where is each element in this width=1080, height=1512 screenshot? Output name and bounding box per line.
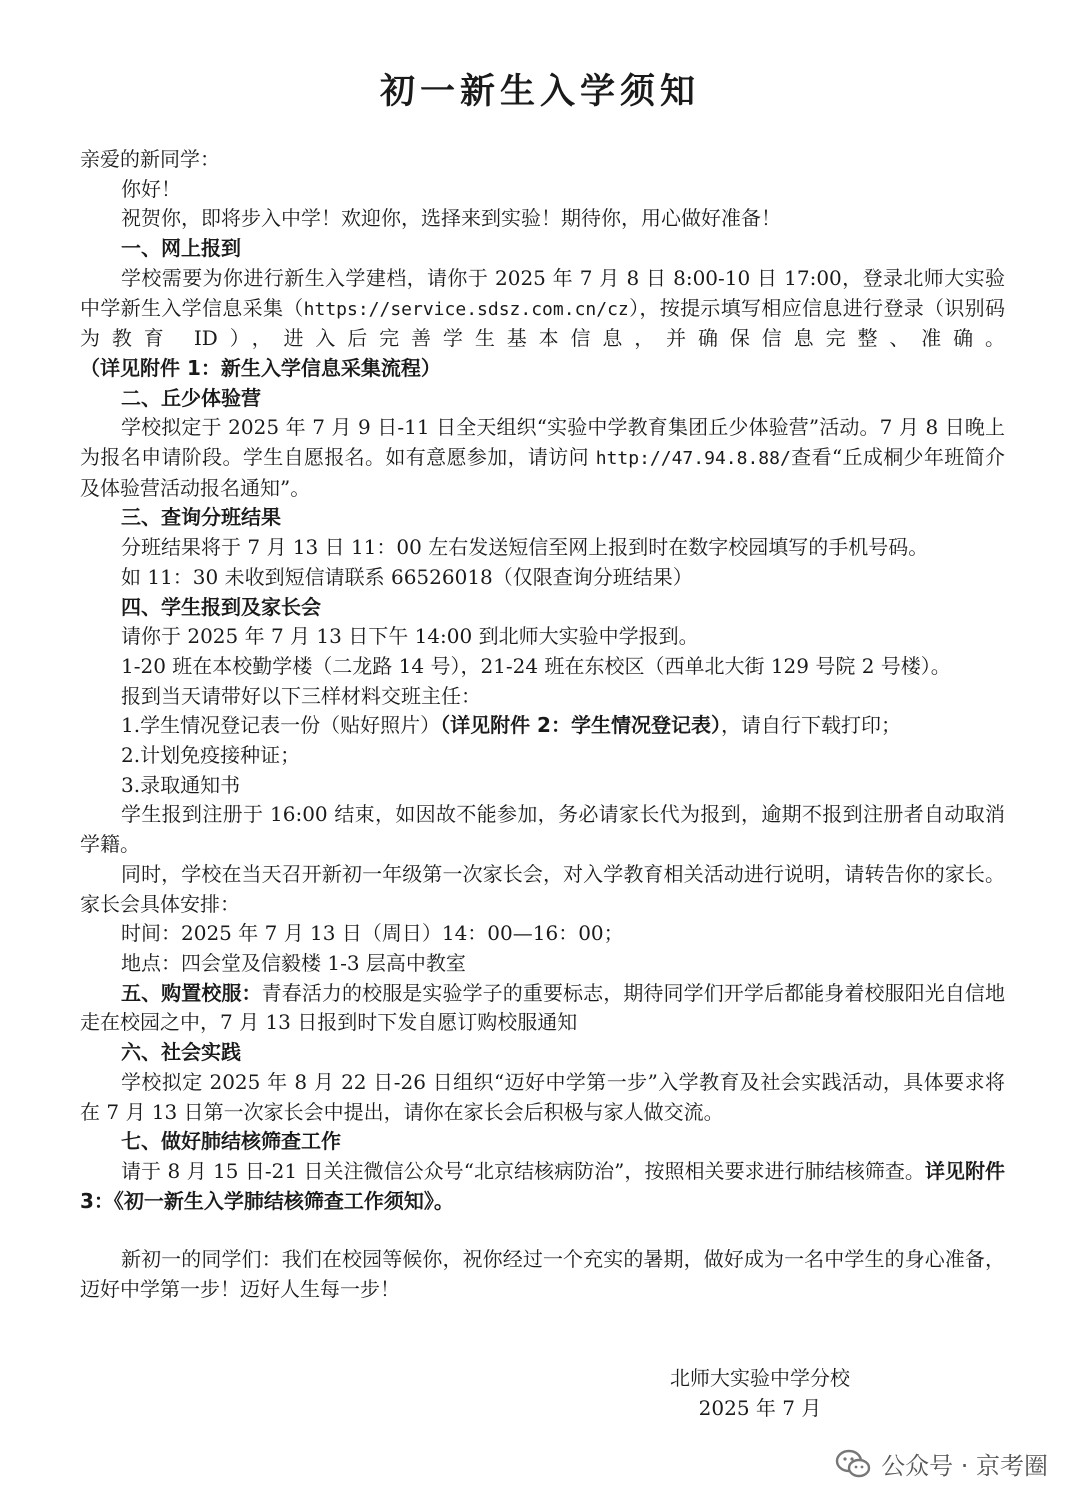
notice-body: [80, 145, 1005, 1305]
section-2-heading: 二、丘少体验营: [121, 385, 261, 410]
section-5-text: 青春活力的校服是实验学子的重要标志，期待同学们开学后都能身着校服阳光自信地走在校园之中，7 月 13 日报到时下发自愿订购校服通知: [80, 980, 1006, 1035]
attachment-3-note: 详见附件 3：《初一新生入学肺结核筛查工作须知》。: [80, 1158, 1005, 1213]
section-3-text-1: 分班结果将于 7 月 13 日 11：00 左右发送短信至网上报到时在数字校园填写的手机号码。: [121, 535, 929, 560]
attachment-1-note: （详见附件 1：新生入学信息采集流程）: [80, 355, 441, 380]
footer-text: 公众号 · 京考圈: [881, 1452, 1048, 1480]
section-3-text-2: 如 11：30 未收到短信请联系 66526018（仅限查询分班结果）: [121, 564, 693, 589]
section-7-text-a: 请于 8 月 15 日-21 日关注微信公众号“北京结核病防治”，按照相关要求进行肺结核筛查。: [121, 1158, 925, 1183]
info-collection-link[interactable]: https://service.sdsz.com.cn/cz: [303, 298, 629, 320]
page-title: 初一新生入学须知: [379, 72, 700, 112]
section-2-text: [80, 413, 1005, 503]
section-7-heading: 七、做好肺结核筛查工作: [121, 1129, 341, 1154]
closing-message: 新初一的同学们：我们在校园等候你，祝你经过一个充实的暑期，做好成为一名中学生的身心准备，迈好中学第一步！迈好人生每一步！: [80, 1247, 1005, 1302]
section-5: [80, 979, 1005, 1038]
meeting-place: 地点：四会堂及信毅楼 1-3 层高中教室: [121, 950, 466, 975]
greeting: 亲爱的新同学：: [80, 147, 220, 171]
watermark-footer: [835, 1446, 1048, 1481]
section-6-text: 学校拟定 2025 年 8 月 22 日-26 日组织“迈好中学第一步”入学教育及社会实践活动，具体要求将在 7 月 13 日第一次家长会中提出，请你在家长会后积极与家人做交流。: [80, 1069, 1005, 1124]
intro: 祝贺你，即将步入中学！欢迎你，选择来到实验！期待你，用心做好准备！: [121, 206, 781, 231]
materials-item-1-a: 1.学生情况登记表一份（贴好照片）: [121, 713, 441, 738]
section-1-heading: 一、网上报到: [121, 236, 241, 261]
attachment-2-note: （详见附件 2：学生情况登记表）: [440, 713, 721, 738]
section-2-text-a: 学校拟定于 2025 年 7 月 9 日-11 日全天组织“实验中学教育集团丘少体验营”活动。7 月 8 日晚上为报名申请阶段。学生自愿报名。如有意愿参加，请访问: [80, 415, 1005, 470]
section-2-text-b: 查看“丘成桐少年班简介及体验营活动报名通知”。: [80, 445, 1005, 500]
meeting-time: 时间：2025 年 7 月 13 日（周日）14：00—16：00；: [121, 921, 624, 946]
materials-item-3: 3.录取通知书: [121, 772, 241, 797]
section-4-heading: 四、学生报到及家长会: [121, 594, 321, 619]
signature-date: 2025 年 7 月: [698, 1396, 822, 1420]
camp-signup-link[interactable]: http://47.94.8.88/: [595, 448, 791, 470]
section-4-text-2: 1-20 班在本校勤学楼（二龙路 14 号），21-24 班在东校区（西单北大街 129 号院 2 号楼）。: [121, 653, 951, 678]
materials-item-1-c: ，请自行下载打印；: [720, 713, 901, 738]
section-5-heading: 五、购置校服：: [121, 980, 262, 1005]
section-1-text-a: 学校需要为你进行新生入学建档，请你于 2025 年 7 月 8 日 8:00-10 日 17:00，登录北师大实验中学新生入学信息采集（: [80, 265, 1005, 320]
section-4-text-1: 请你于 2025 年 7 月 13 日下午 14:00 到北师大实验中学报到。: [121, 624, 699, 649]
section-4-text-3: 报到当天请带好以下三样材料交班主任：: [121, 683, 481, 708]
section-4-text-4: 学生报到注册于 16:00 结束，如因故不能参加，务必请家长代为报到，逾期不报到注册者自动取消学籍。: [80, 802, 1005, 857]
section-4-text-5: 同时，学校在当天召开新初一年级第一次家长会，对入学教育相关活动进行说明，请转告你的家长。家长会具体安排：: [80, 861, 1005, 916]
materials-item-1: [80, 711, 1005, 741]
section-6-heading: 六、社会实践: [121, 1040, 241, 1065]
section-1-text-b: ），按提示填写相应信息进行登录（识别码为教育 ID），进入后完善学生基本信息，并确保信息完整、准确。: [80, 295, 1006, 351]
section-1-text: [80, 264, 1005, 384]
wechat-icon: [835, 1449, 871, 1479]
section-3-heading: 三、查询分班结果: [121, 505, 281, 530]
section-7-text: [80, 1157, 1005, 1216]
materials-item-2: 2.计划免疫接种证；: [121, 743, 301, 768]
hello: 你好！: [121, 176, 181, 201]
signature-org: 北师大实验中学分校: [670, 1366, 850, 1390]
